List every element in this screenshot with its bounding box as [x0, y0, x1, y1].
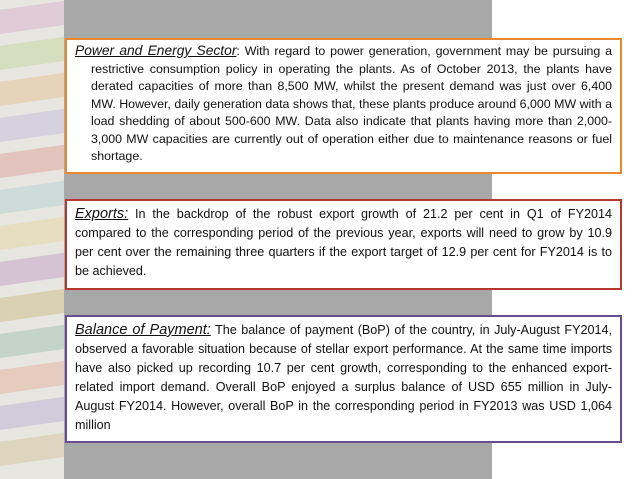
exports-text: In the backdrop of the robust export growth of 21.2 per cent in Q1 of FY2014 compared to the corresponding period of the previous year, exports will need to grow by 10.9 per cent over the remaining three quarters if the export target of 12.9 per cent for FY2014 is to be achieved. — [75, 207, 612, 278]
balance-of-payment-section — [65, 315, 622, 443]
pencil-graphic — [0, 216, 64, 251]
pencil-graphic — [0, 144, 64, 179]
pencil-graphic — [0, 324, 64, 359]
power-text: : With regard to power generation, government may be pursuing a restrictive consumption policy in operating the plants. As of October 2013, the plants have derated capacities of more than 8,500 MW, whilst the present demand was just over 6,400 MW. However, daily generation data shows that, these plants produce around 6,000 MW with a load shedding of about 500-600 MW. Data also indicate that plants having more than 2,000-3,000 MW capacities are currently out of operation either due to maintenance reasons or fuel shortage. — [91, 44, 613, 163]
power-paragraph — [75, 42, 612, 166]
pencil-graphic — [0, 180, 64, 215]
power-energy-section — [65, 38, 622, 174]
pencil-graphic — [0, 396, 64, 431]
exports-heading: Exports: — [75, 206, 129, 222]
bop-heading: Balance of Payment: — [75, 322, 211, 338]
pencil-graphic — [0, 36, 64, 71]
pencil-graphic — [0, 360, 64, 395]
power-heading: Power and Energy Sector — [75, 43, 237, 58]
pencil-graphic — [0, 252, 64, 287]
pencil-graphic — [0, 0, 64, 35]
pencil-graphic — [0, 108, 64, 143]
pencil-graphic — [0, 288, 64, 323]
bop-paragraph — [75, 321, 612, 435]
decorative-pencil-strip — [0, 0, 64, 479]
bop-text: The balance of payment (BoP) of the country, in July-August FY2014, observed a favorable situation because of stellar export performance. At the same time imports have also picked up recording 10.7 per cent growth, corresponding to the enhanced export-related import demand. Overall BoP enjoyed a surplus balance of USD 655 million in July-August FY2014. However, overall BoP in the corresponding period in FY2013 was USD 1,064 million — [75, 323, 612, 432]
exports-paragraph — [75, 205, 612, 281]
pencil-graphic — [0, 432, 64, 467]
exports-section — [65, 199, 622, 290]
pencil-graphic — [0, 72, 64, 107]
